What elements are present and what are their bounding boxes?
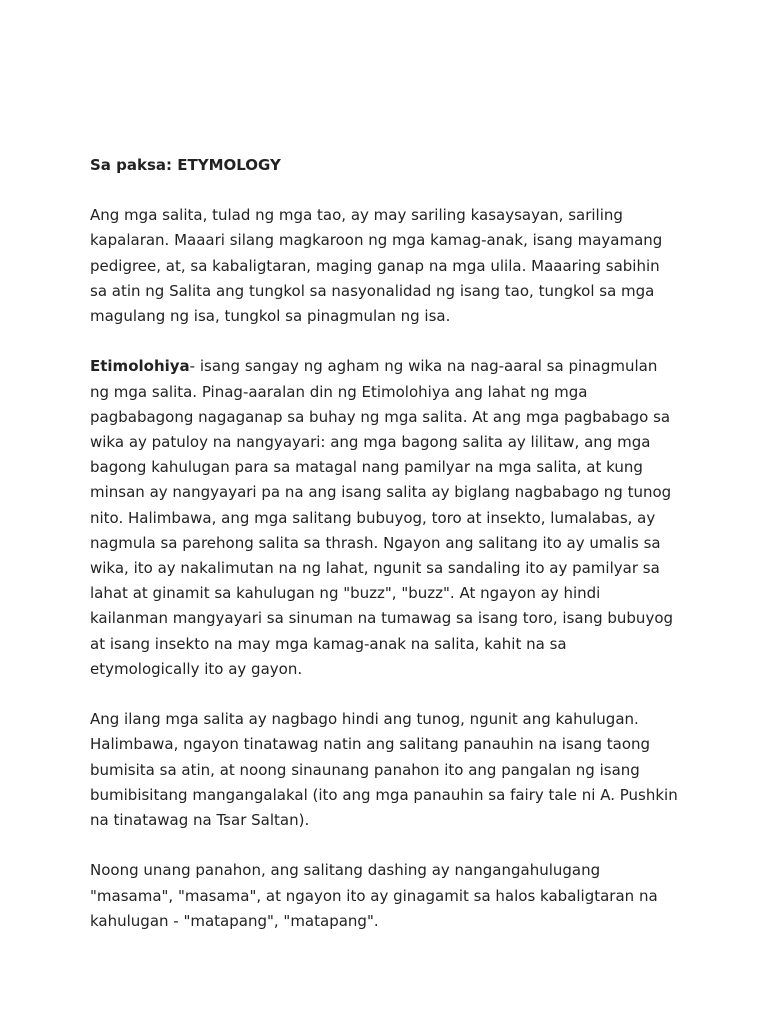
- document-heading: Sa paksa: ETYMOLOGY: [90, 156, 281, 174]
- paragraph-etimolohiya: [90, 354, 678, 682]
- paragraph-intro: Ang mga salita, tulad ng mga tao, ay may sariling kasaysayan, sariling kapalaran. Maaari silang magkaroon ng mga kamag-anak, isang mayamang pedigree, at, sa kabaligtaran, maging ganap na mga ulila. Maaaring sabihin sa atin ng Salita ang tungkol sa nasyonalidad ng isang tao, tungkol sa mga magulang ng isa, tungkol sa pinagmulan ng isa.: [90, 206, 663, 326]
- term-etimolohiya: Etimolohiya: [90, 357, 190, 376]
- paragraph-meaning-change: Ang ilang mga salita ay nagbago hindi ang tunog, ngunit ang kahulugan. Halimbawa, ngayon tinatawag natin ang salitang panauhin na isang taong bumisita sa atin, at noong sinaunang panahon ito ang pangalan ng isang bumibisitang mangangalakal (ito ang mga panauhin sa fairy tale ni A. Pushkin na tinatawag na Tsar Saltan).: [90, 710, 678, 830]
- paragraph-dashing: Noong unang panahon, ang salitang dashing ay nangangahulugang "masama", "masama", at ngayon ito ay ginagamit sa halos kabaligtaran na kahulugan - "matapang", "matapang".: [90, 861, 658, 930]
- paragraph-etimolohiya-body: - isang sangay ng agham ng wika na nag-aaral sa pinagmulan ng mga salita. Pinag-aaralan din ng Etimolohiya ang lahat ng mga pagbabagong nagaganap sa buhay ng mga salita. At ang mga pagbabago sa wika ay patuloy na nangyayari: ang mga bagong salita ay lilitaw, ang mga bagong kahulugan para sa matagal nang pamilyar na mga salita, at kung minsan ay nangyayari pa na ang isang salita ay biglang nagbabago ng tunog nito. Halimbawa, ang mga salitang bubuyog, toro at insekto, lumalabas, ay nagmula sa parehong salita sa thrash. Ngayon ang salitang ito ay umalis sa wika, ito ay nakalimutan na ng lahat, ngunit sa sandaling ito ay pamilyar sa lahat at ginamit sa kahulugan ng "buzz", "buzz". At ngayon ay hindi kailanman mangyayari sa sinuman na tumawag sa isang toro, isang bubuyog at isang insekto na may mga kamag-anak na salita, kahit na sa etymologically ito ay gayon.: [90, 357, 674, 678]
